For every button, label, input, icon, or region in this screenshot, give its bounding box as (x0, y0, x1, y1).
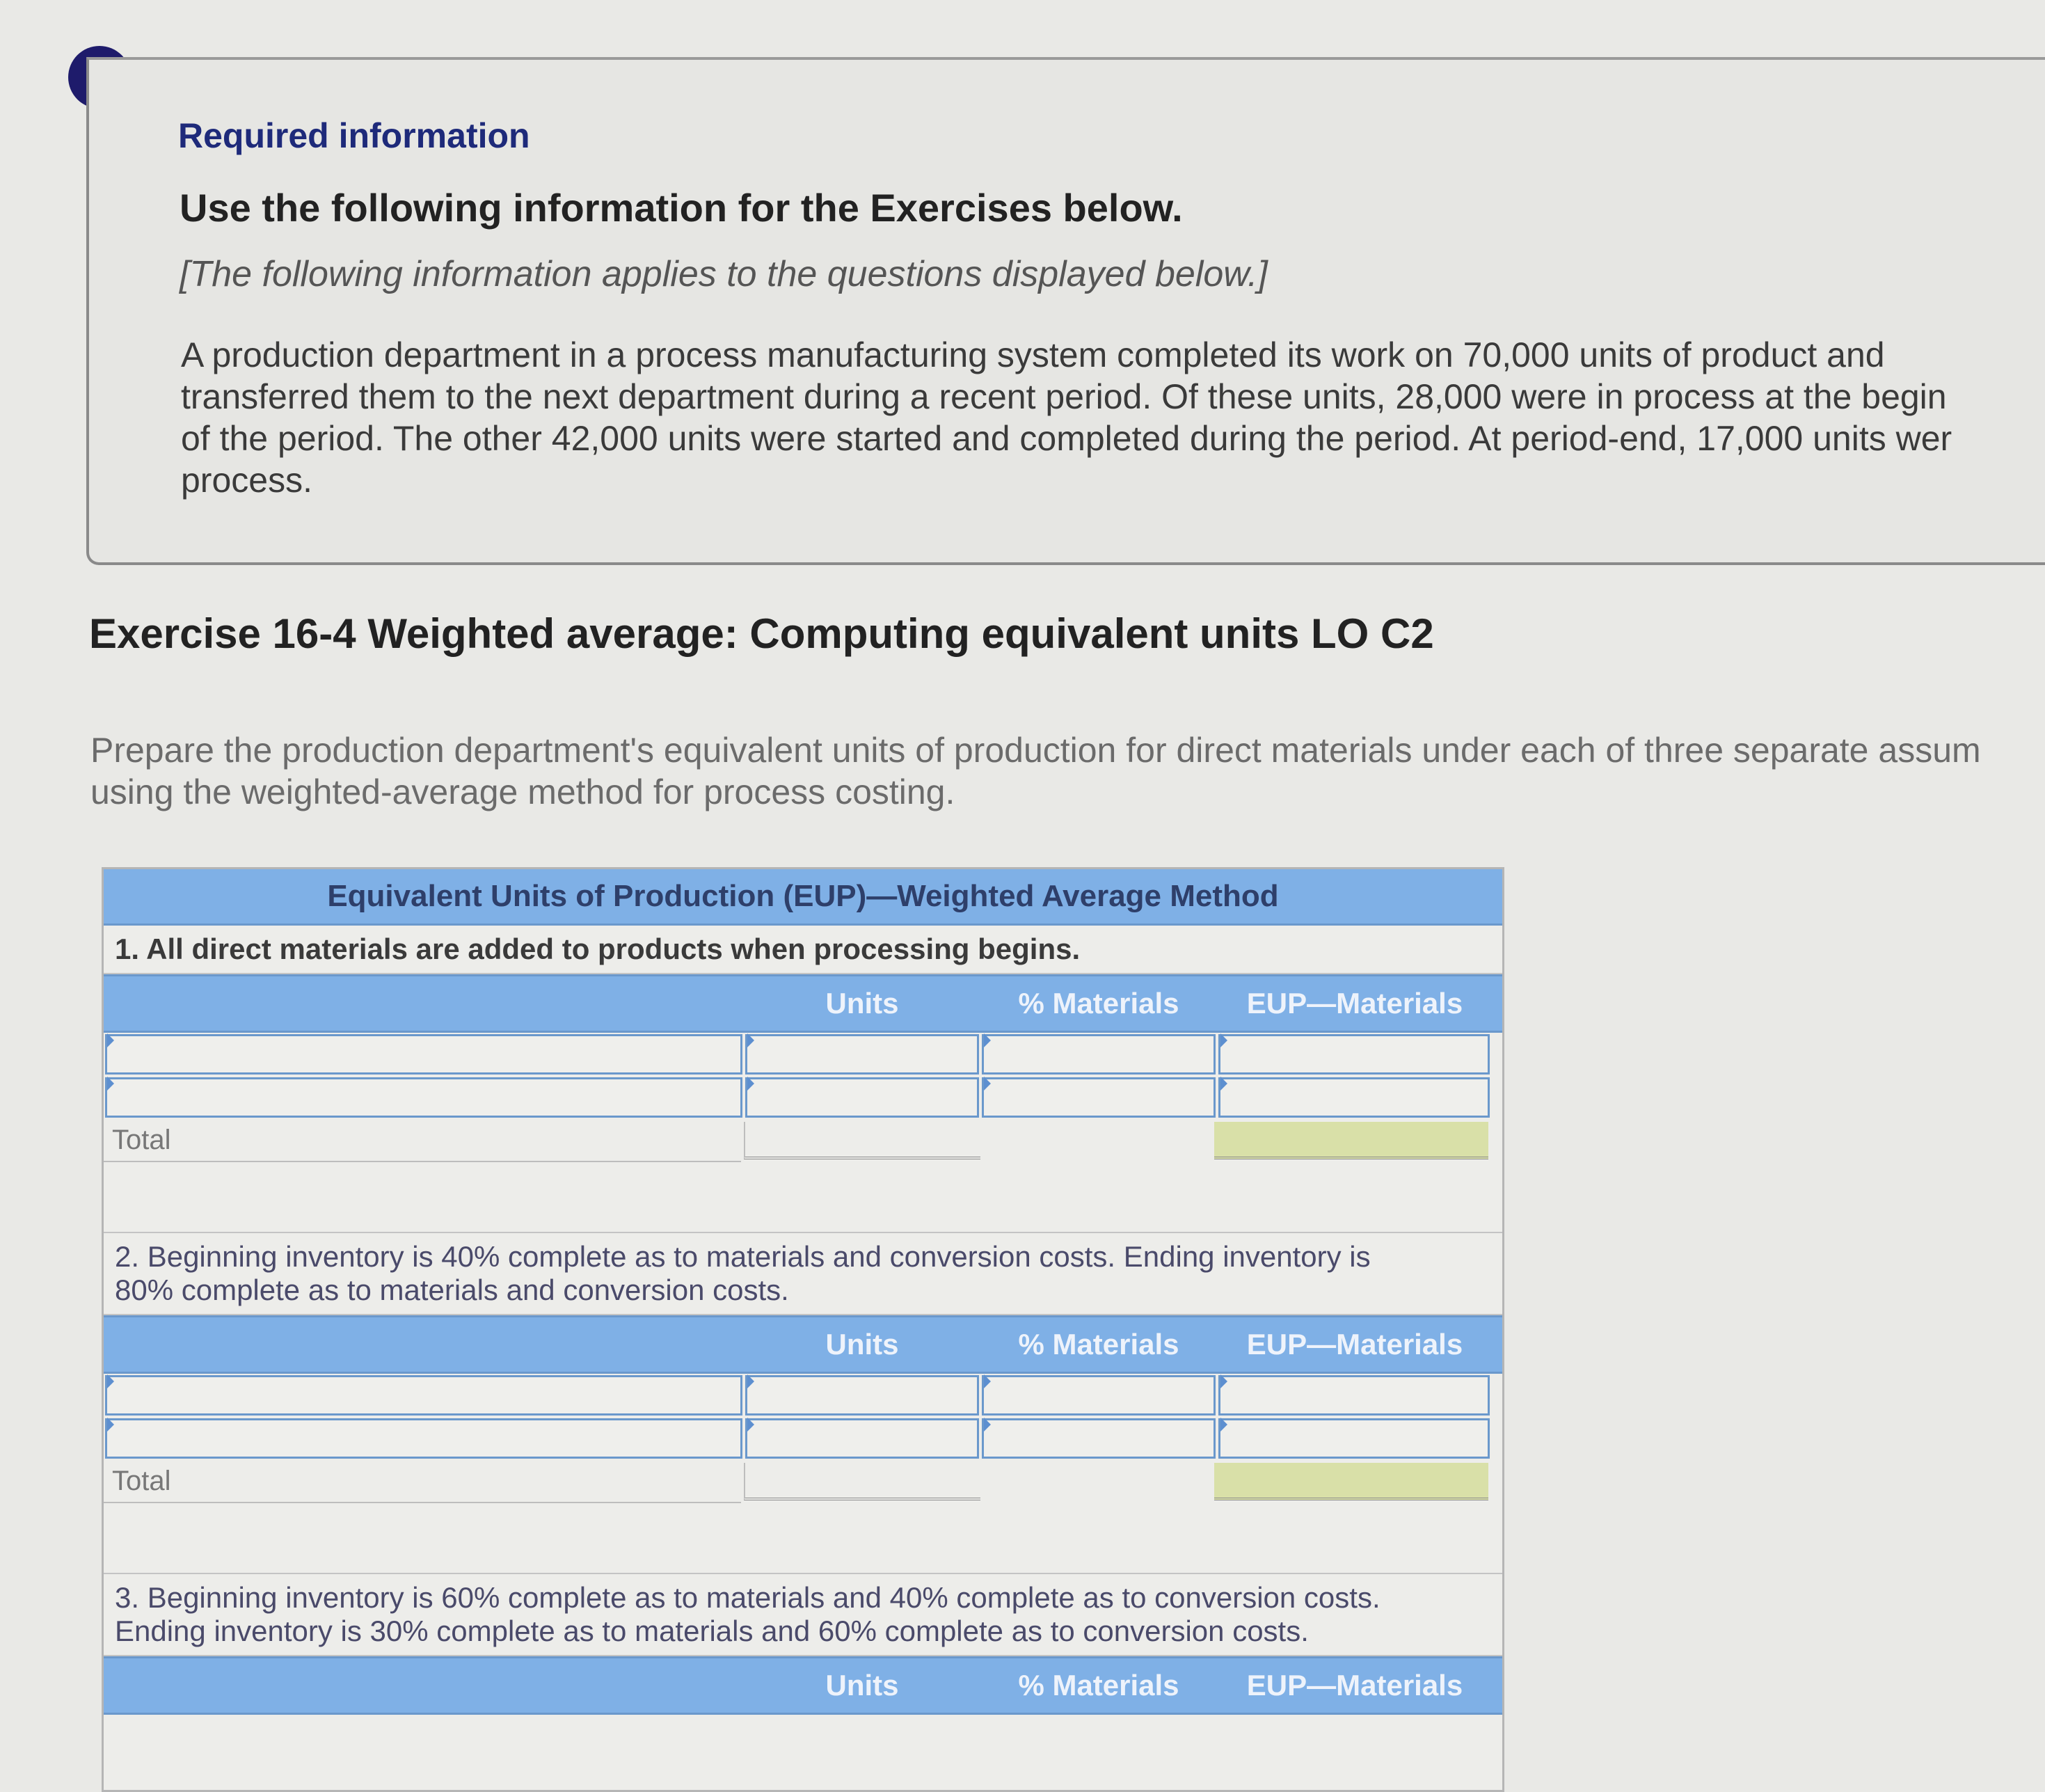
units-input[interactable] (745, 1077, 979, 1118)
materials-pct-input[interactable] (982, 1375, 1216, 1416)
total-label: Total (104, 1460, 741, 1503)
section-3-column-header (104, 1656, 1502, 1715)
total-row (104, 1460, 1502, 1503)
eup-table (102, 867, 1504, 1792)
col-units: Units (825, 987, 899, 1020)
section-1 (104, 926, 1502, 1233)
col-units: Units (825, 1328, 899, 1361)
row-label-input[interactable] (105, 1034, 742, 1075)
col-materials-pct: % Materials (1018, 987, 1179, 1020)
col-eup-materials: EUP—Materials (1246, 1669, 1463, 1702)
section-1-column-header (104, 974, 1502, 1033)
eup-input[interactable] (1218, 1375, 1490, 1416)
table-row (104, 1033, 1502, 1076)
table-row (104, 1076, 1502, 1119)
row-label-input[interactable] (105, 1375, 742, 1416)
required-info-title: Required information (178, 116, 530, 155)
exercise-title: Exercise 16-4 Weighted average: Computing equivalent units LO C2 (89, 610, 1434, 657)
col-materials-pct: % Materials (1018, 1669, 1179, 1702)
eup-input[interactable] (1218, 1077, 1490, 1118)
total-row (104, 1119, 1502, 1162)
total-eup-value (1214, 1122, 1488, 1159)
problem-paragraph: A production department in a process manufacturing system completed its work on 70,000 units of product and transferred them to the next department during a recent period. Of these units, 28,000 were in process at the begin of the period. The other 42,000 units were started and completed during the period. At period-end, 17,000 units wer process. (181, 335, 1952, 500)
materials-pct-input[interactable] (982, 1034, 1216, 1075)
col-materials-pct: % Materials (1018, 1328, 1179, 1361)
section-2-text: 2. Beginning inventory is 40% complete as to materials and conversion costs. Ending inventory is 80% complete as to materials and conversion costs. (104, 1233, 1502, 1315)
section-3-text: 3. Beginning inventory is 60% complete as to materials and 40% complete as to conversion costs. Ending inventory is 30% complete as to materials and 60% complete as to conversion costs. (104, 1574, 1502, 1656)
total-label: Total (104, 1119, 741, 1162)
section-1-text: 1. All direct materials are added to products when processing begins. (104, 926, 1502, 974)
section-2-column-header (104, 1315, 1502, 1374)
section-3 (104, 1574, 1502, 1715)
total-units-value (744, 1463, 980, 1500)
materials-pct-input[interactable] (982, 1077, 1216, 1118)
eup-table-header: Equivalent Units of Production (EUP)—Weighted Average Method (104, 869, 1502, 926)
total-eup-value (1214, 1463, 1488, 1500)
eup-input[interactable] (1218, 1034, 1490, 1075)
table-row (104, 1417, 1502, 1460)
exercise-prompt: Prepare the production department's equivalent units of production for direct materials under each of three separate assum using the weighted-average method for process costing. (90, 731, 1981, 811)
eup-input[interactable] (1218, 1418, 1490, 1459)
col-eup-materials: EUP—Materials (1246, 1328, 1463, 1361)
total-units-value (744, 1122, 980, 1159)
col-eup-materials: EUP—Materials (1246, 987, 1463, 1020)
table-row (104, 1374, 1502, 1417)
units-input[interactable] (745, 1418, 979, 1459)
units-input[interactable] (745, 1034, 979, 1075)
applies-note: [The following information applies to the questions displayed below.] (180, 254, 1268, 294)
row-label-input[interactable] (105, 1418, 742, 1459)
materials-pct-input[interactable] (982, 1418, 1216, 1459)
section-2 (104, 1233, 1502, 1574)
units-input[interactable] (745, 1375, 979, 1416)
row-label-input[interactable] (105, 1077, 742, 1118)
col-units: Units (825, 1669, 899, 1702)
use-info-heading: Use the following information for the Exercises below. (180, 186, 1183, 230)
